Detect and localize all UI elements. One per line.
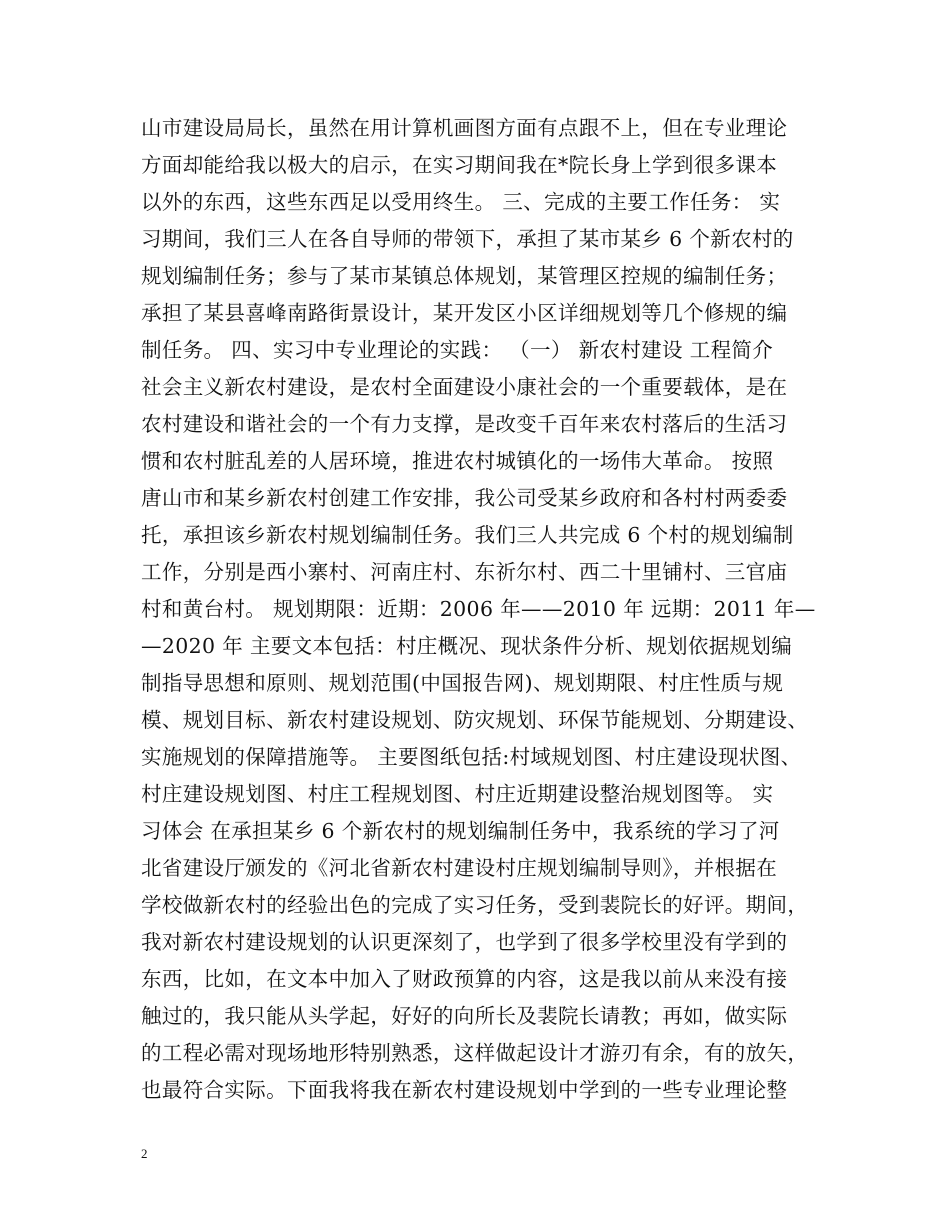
text-line: —2020 年 主要文本包括：村庄概况、现状条件分析、规划依据规划编 <box>141 634 793 658</box>
text-line: 农村建设和谐社会的一个有力支撑，是改变千百年来农村落后的生活习 <box>141 412 788 436</box>
text-line: 实施规划的保障措施等。 主要图纸包括:村域规划图、村庄建设现状图、 <box>141 745 802 769</box>
text-line: 学校做新农村的经验出色的完成了实习任务，受到裴院长的好评。期间， <box>141 893 809 917</box>
text-line: 规划编制任务；参与了某市某镇总体规划，某管理区控规的编制任务； <box>141 264 788 288</box>
text-line: 的工程必需对现场地形特别熟悉，这样做起设计才游刃有余，有的放矢， <box>141 1041 809 1065</box>
text-line: 我对新农村建设规划的认识更深刻了，也学到了很多学校里没有学到的 <box>141 930 788 954</box>
text-line: 也最符合实际。下面我将我在新农村建设规划中学到的一些专业理论整 <box>141 1078 788 1102</box>
text-line: 社会主义新农村建设，是农村全面建设小康社会的一个重要载体，是在 <box>141 375 788 399</box>
text-line: 山市建设局局长，虽然在用计算机画图方面有点跟不上，但在专业理论 <box>141 116 788 140</box>
text-line: 村庄建设规划图、村庄工程规划图、村庄近期建设整治规划图等。 实 <box>141 782 774 806</box>
text-line: 北省建设厅颁发的《河北省新农村建设村庄规划编制导则》，并根据在 <box>141 856 778 880</box>
body-text <box>141 110 831 1109</box>
text-line: 托，承担该乡新农村规划编制任务。我们三人共完成 6 个村的规划编制 <box>141 523 794 547</box>
text-line: 习体会 在承担某乡 6 个新农村的规划编制任务中，我系统的学习了河 <box>141 819 780 843</box>
text-line: 制任务。 四、实习中专业理论的实践： （一） 新农村建设 工程简介 <box>141 338 774 362</box>
text-line: 工作，分别是西小寨村、河南庄村、东祈尔村、西二十里铺村、三官庙 <box>141 560 788 584</box>
text-line: 惯和农村脏乱差的人居环境，推进农村城镇化的一场伟大革命。 按照 <box>141 449 774 473</box>
text-line: 习期间，我们三人在各自导师的带领下，承担了某市某乡 6 个新农村的 <box>141 227 794 251</box>
text-line: 模、规划目标、新农村建设规划、防灾规划、环保节能规划、分期建设、 <box>141 708 809 732</box>
text-line: 承担了某县喜峰南路街景设计，某开发区小区详细规划等几个修规的编 <box>141 301 788 325</box>
text-line: 唐山市和某乡新农村创建工作安排，我公司受某乡政府和各村村两委委 <box>141 486 788 510</box>
text-line: 方面却能给我以极大的启示，在实习期间我在*院长身上学到很多课本 <box>141 153 778 177</box>
page-number: 2 <box>141 1146 148 1161</box>
text-line: 以外的东西，这些东西足以受用终生。 三、完成的主要工作任务： 实 <box>141 190 781 214</box>
text-line: 制指导思想和原则、规划范围(中国报告网)、规划期限、村庄性质与规 <box>141 671 784 695</box>
text-line: 村和黄台村。 规划期限：近期：2006 年——2010 年 远期：2011 年— <box>141 597 816 621</box>
text-line: 东西，比如，在文本中加入了财政预算的内容，这是我以前从来没有接 <box>141 967 788 991</box>
text-line: 触过的，我只能从头学起，好好的向所长及裴院长请教；再如，做实际 <box>141 1004 788 1028</box>
